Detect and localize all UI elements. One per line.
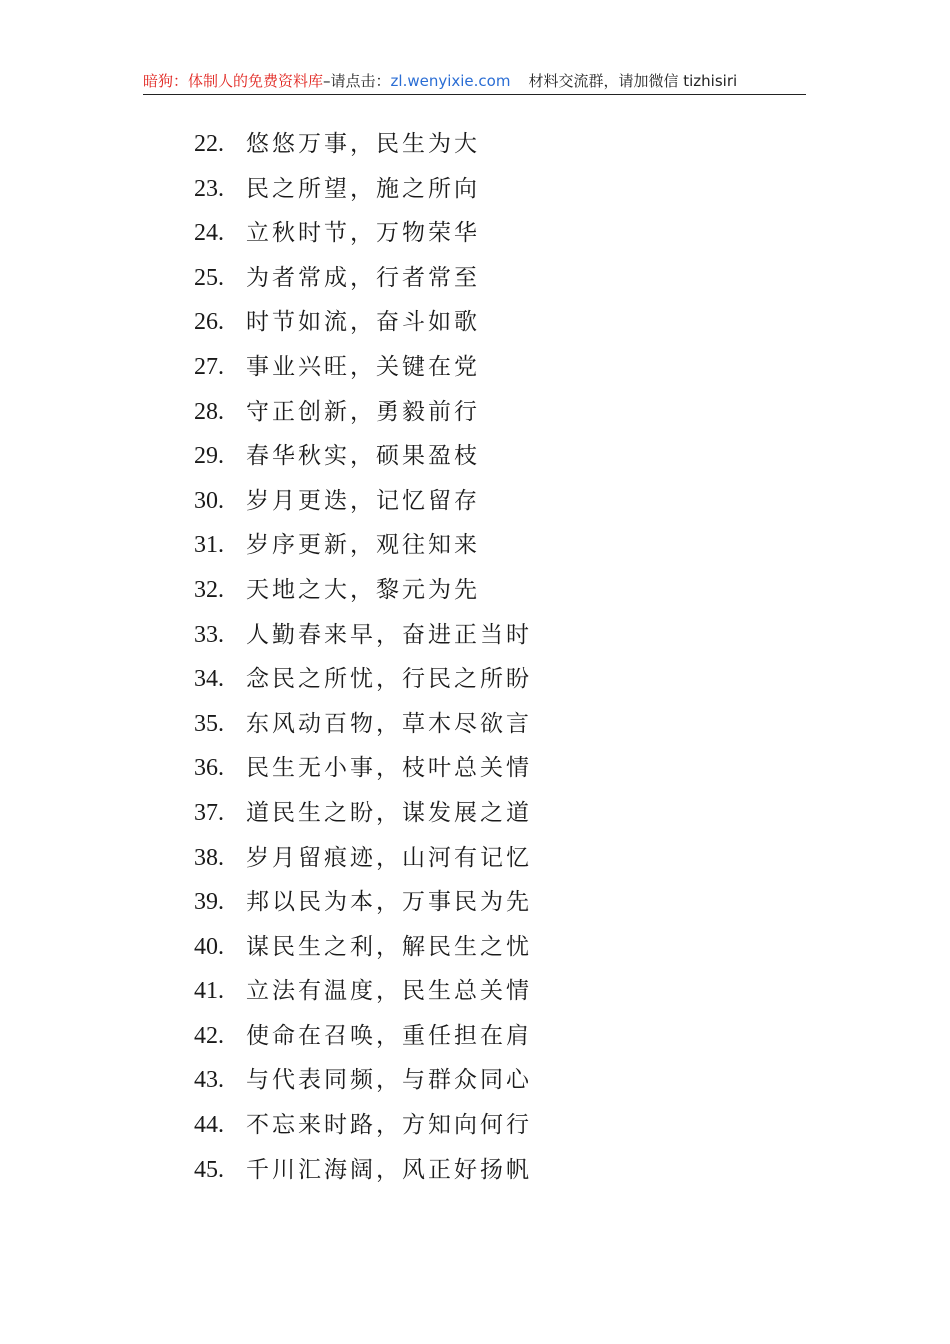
item-number: 31. [194, 532, 224, 559]
item-text: 立秋时节，万物荣华 [246, 220, 480, 247]
slogan-list [194, 122, 532, 1192]
item-text: 邦以民为本，万事民为先 [246, 889, 532, 916]
item-number: 42. [194, 1022, 224, 1049]
item-number: 41. [194, 978, 224, 1005]
item-text: 道民生之盼，谋发展之道 [246, 799, 532, 826]
list-item [194, 1014, 532, 1059]
item-text: 天地之大，黎元为先 [246, 576, 480, 603]
list-item [194, 1058, 532, 1103]
item-text: 岁月更迭，记忆留存 [246, 487, 480, 514]
list-item [194, 568, 532, 613]
item-text: 民之所望，施之所向 [246, 175, 480, 202]
list-item [194, 791, 532, 836]
header-brand: 暗狗：体制人的免费资料库 [143, 72, 324, 90]
item-number: 25. [194, 264, 224, 291]
list-item [194, 969, 532, 1014]
item-number: 24. [194, 220, 224, 247]
item-number: 29. [194, 443, 224, 470]
item-number: 44. [194, 1112, 224, 1139]
item-number: 39. [194, 889, 224, 916]
item-text: 立法有温度，民生总关情 [246, 978, 532, 1005]
list-item [194, 167, 532, 212]
item-number: 22. [194, 131, 224, 157]
header-link[interactable]: zl.wenyixie.com [390, 72, 511, 90]
item-text: 悠悠万事，民生为大 [246, 131, 480, 157]
item-text: 谋民生之利，解民生之忧 [246, 933, 532, 960]
list-item [194, 1148, 532, 1193]
list-item [194, 836, 532, 881]
list-item [194, 702, 532, 747]
item-text: 民生无小事，枝叶总关情 [246, 755, 532, 782]
item-number: 36. [194, 755, 224, 782]
list-item [194, 657, 532, 702]
list-item [194, 122, 532, 167]
list-item [194, 523, 532, 568]
item-text: 春华秋实，硕果盈枝 [246, 443, 480, 470]
item-text: 岁月留痕迹，山河有记忆 [246, 844, 532, 871]
list-item [194, 880, 532, 925]
item-number: 26. [194, 309, 224, 336]
item-number: 30. [194, 487, 224, 514]
list-item [194, 300, 532, 345]
list-item [194, 925, 532, 970]
item-text: 念民之所忧，行民之所盼 [246, 666, 532, 693]
item-number: 32. [194, 576, 224, 603]
item-number: 27. [194, 353, 224, 380]
item-number: 38. [194, 844, 224, 871]
item-number: 28. [194, 398, 224, 425]
list-item [194, 390, 532, 435]
item-number: 43. [194, 1067, 224, 1094]
list-item [194, 256, 532, 301]
list-item [194, 746, 532, 791]
list-item [194, 479, 532, 524]
item-text: 时节如流，奋斗如歌 [246, 309, 480, 336]
item-number: 45. [194, 1156, 224, 1183]
list-item [194, 434, 532, 479]
page-header [143, 68, 806, 95]
item-number: 35. [194, 710, 224, 737]
item-text: 使命在召唤，重任担在肩 [246, 1022, 532, 1049]
item-number: 37. [194, 799, 224, 826]
item-number: 40. [194, 933, 224, 960]
item-text: 事业兴旺，关键在党 [246, 353, 480, 380]
item-text: 人勤春来早，奋进正当时 [246, 621, 532, 648]
item-text: 千川汇海阔，风正好扬帆 [246, 1156, 532, 1183]
item-text: 为者常成，行者常至 [246, 264, 480, 291]
item-number: 34. [194, 666, 224, 693]
item-text: 岁序更新，观往知来 [246, 532, 480, 559]
header-prompt: –请点击： [323, 72, 391, 90]
item-number: 23. [194, 175, 224, 202]
list-item [194, 1103, 532, 1148]
item-number: 33. [194, 621, 224, 648]
list-item [194, 211, 532, 256]
list-item [194, 345, 532, 390]
list-item [194, 613, 532, 658]
item-text: 守正创新，勇毅前行 [246, 398, 480, 425]
header-contact: 材料交流群，请加微信 tizhisiri [528, 72, 738, 90]
item-text: 与代表同频，与群众同心 [246, 1067, 532, 1094]
item-text: 东风动百物，草木尽欲言 [246, 710, 532, 737]
item-text: 不忘来时路，方知向何行 [246, 1112, 532, 1139]
